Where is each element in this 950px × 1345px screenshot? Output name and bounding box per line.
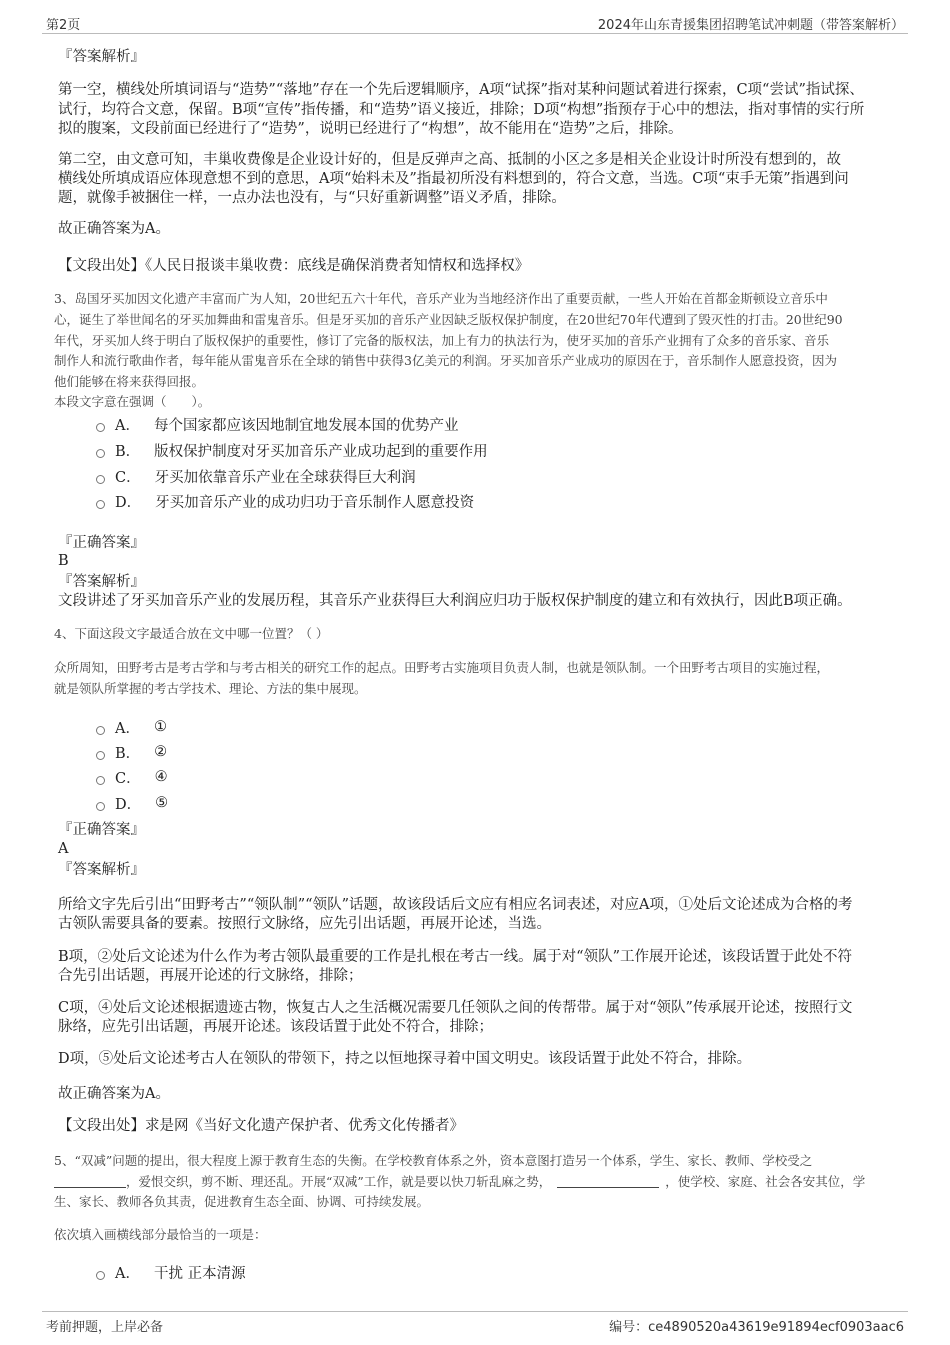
page-number: 第2页	[46, 18, 81, 33]
option-text: ①	[153, 719, 167, 735]
question-passage-line: 就是领队所掌握的考古学技术、理论、方法的集中展现。	[54, 681, 367, 696]
question-stem-line: 3、岛国牙买加因文化遗产丰富而广为人知，20世纪五六十年代，音乐产业为当地经济作出了重要贡献，一些人开始在首都金斯顿设立音乐中	[54, 291, 828, 306]
question-passage-line: 众所周知，田野考古是考古学和与考古相关的研究工作的起点。田野考古实施项目负责人制，也就是领队制。一个田野考古项目的实施过程，	[54, 660, 830, 675]
option-d[interactable]	[96, 490, 474, 512]
blank-underline	[54, 1173, 126, 1188]
analysis-text: 文段讲述了牙买加音乐产业的发展历程，其音乐产业获得巨大利润应归功于版权保护制度的建立和有效执行，因此B项正确。	[58, 593, 852, 609]
radio-icon[interactable]	[96, 802, 105, 811]
question-stem-line: 生、家长、教师各负其责，促进教育生态全面、协调、可持续发展。	[54, 1194, 430, 1209]
question-prompt: 依次填入画横线部分最恰当的一项是：	[54, 1227, 267, 1242]
analysis-label: 『答案解析』	[58, 574, 145, 590]
option-a[interactable]	[96, 1261, 246, 1283]
option-text: 版权保护制度对牙买加音乐产业成功起到的重要作用	[154, 443, 488, 460]
option-c[interactable]	[96, 465, 416, 487]
stem-text-segment: ，爱恨交织，剪不断、理还乱。开展“双减”工作，就是要以快刀斩乱麻之势，	[126, 1174, 552, 1189]
radio-icon[interactable]	[96, 423, 105, 432]
option-letter: D．	[115, 796, 142, 813]
question-stem-line: 5、“双减”问题的提出，很大程度上源于教育生态的失衡。在学校教育体系之外，资本意图打造另一个体系，学生、家长、教师、学校受之	[54, 1153, 813, 1168]
analysis-paragraph-line: C项，④处后文论述根据遗迹古物，恢复古人之生活概况需要几任领队之间的传帮带。属于对“领队”传承展开论述，按照行文	[58, 1000, 853, 1016]
option-letter: A．	[115, 720, 140, 737]
source-citation: 【文段出处】求是网《当好文化遗产保护者、优秀文化传播者》	[58, 1118, 464, 1134]
radio-icon[interactable]	[96, 751, 105, 760]
analysis-paragraph-line: 脉络，应先引出话题，再展开论述。该段话置于此处不符合，排除；	[58, 1019, 493, 1035]
option-letter: C．	[115, 469, 141, 486]
blank-underline	[557, 1173, 659, 1188]
analysis-paragraph-line: 拟的腹案，文段前面已经进行了“造势”，说明已经进行了“构想”，故不能用在“造势”之后，排除。	[58, 121, 683, 137]
analysis-paragraph-line: B项，②处后文论述为什么作为考古领队最重要的工作是扎根在考古一线。属于对“领队”工作展开论述，该段话置于此处不符	[58, 949, 852, 965]
question-stem: 4、下面这段文字最适合放在文中哪一位置？（ ）	[54, 626, 329, 641]
option-text: 牙买加音乐产业的成功归功于音乐制作人愿意投资	[155, 494, 475, 511]
correct-answer: B	[58, 553, 69, 569]
question-prompt: 本段文字意在强调（ ）。	[54, 394, 211, 409]
document-title: 2024年山东青援集团招聘笔试冲刺题（带答案解析）	[597, 18, 904, 33]
question-stem-line	[54, 1172, 894, 1193]
correct-answer-label: 『正确答案』	[58, 822, 145, 838]
footer-slogan: 考前押题，上岸必备	[46, 1320, 164, 1335]
footer-divider	[42, 1311, 908, 1312]
option-text: ⑤	[155, 795, 169, 811]
option-letter: A．	[115, 417, 140, 434]
question-stem-line: 他们能够在将来获得回报。	[54, 374, 205, 389]
radio-icon[interactable]	[96, 500, 105, 509]
analysis-paragraph-line: 试行，均符合文意，保留。B项“宣传”指传播，和“造势”语义接近，排除；D项“构想”指预存于心中的想法，指对事情的实行所	[58, 102, 865, 118]
analysis-paragraph-line: 合先引出话题，再展开论述的行文脉络，排除；	[58, 968, 363, 984]
radio-icon[interactable]	[96, 776, 105, 785]
analysis-paragraph-line: 所给文字先后引出“田野考古”“领队制”“领队”话题，故该段话后文应有相应名词表述，对应A项，①处后文论述成为合格的考	[58, 897, 853, 913]
conclusion: 故正确答案为A。	[58, 1086, 170, 1102]
source-citation: 【文段出处】《人民日报谈丰巢收费：底线是确保消费者知情权和选择权》	[58, 258, 530, 274]
option-a[interactable]	[96, 716, 167, 738]
option-letter: A．	[115, 1265, 140, 1282]
option-b[interactable]	[96, 439, 488, 461]
radio-icon[interactable]	[96, 475, 105, 484]
question-stem-line: 心，诞生了举世闻名的牙买加舞曲和雷鬼音乐。但是牙买加的音乐产业因缺乏版权保护制度，在20世纪70年代遭到了毁灭性的打击。20世纪90	[54, 312, 843, 327]
analysis-label: 『答案解析』	[58, 862, 145, 878]
option-text: 每个国家都应该因地制宜地发展本国的优势产业	[153, 417, 459, 434]
stem-text-segment: ，使学校、家庭、社会各安其位，学	[665, 1174, 866, 1189]
option-text: 牙买加依靠音乐产业在全球获得巨大利润	[154, 469, 416, 486]
option-letter: B．	[115, 443, 141, 460]
option-a[interactable]	[96, 413, 458, 435]
option-b[interactable]	[96, 741, 167, 763]
analysis-paragraph-line: 题，就像手被捆住一样，一点办法也没有，与“只好重新调整”语义矛盾，排除。	[58, 190, 566, 206]
option-text: ④	[154, 769, 168, 785]
option-text: ②	[154, 744, 168, 760]
option-c[interactable]	[96, 766, 168, 788]
correct-answer: A	[58, 841, 69, 857]
header-divider	[42, 33, 908, 34]
analysis-paragraph-line: 古领队需要具备的要素。按照行文脉络，应先引出话题，再展开论述，当选。	[58, 916, 551, 932]
analysis-paragraph-line: D项，⑤处后文论述考古人在领队的带领下，持之以恒地探寻着中国文明史。该段话置于此处不符合，排除。	[58, 1051, 752, 1067]
radio-icon[interactable]	[96, 449, 105, 458]
radio-icon[interactable]	[96, 1271, 105, 1280]
option-letter: B．	[115, 745, 141, 762]
analysis-paragraph-line: 第一空，横线处所填词语与“造势”“落地”存在一个先后逻辑顺序，A项“试探”指对某种问题试着进行探索，C项“尝试”指试探、	[58, 82, 864, 98]
question-stem-line: 年代，牙买加人终于明白了版权保护的重要性，修订了完备的版权法，加上有力的执法行为，使牙买加的音乐产业拥有了众多的音乐家、音乐	[54, 333, 830, 348]
analysis-label: 『答案解析』	[58, 49, 145, 65]
question-stem-line: 制作人和流行歌曲作者，每年能从雷鬼音乐在全球的销售中获得3亿美元的利润。牙买加音乐产业成功的原因在于，音乐制作人愿意投资，因为	[54, 353, 837, 368]
analysis-paragraph-line: 第二空，由文意可知，丰巢收费像是企业设计好的，但是反弹声之高、抵制的小区之多是相关企业设计时所没有想到的，故	[58, 152, 841, 168]
option-letter: C．	[115, 770, 141, 787]
analysis-paragraph-line: 横线处所填成语应体现意想不到的意思，A项“始料未及”指最初所没有料想到的，符合文意，当选。C项“束手无策”指遇到问	[58, 171, 849, 187]
option-letter: D．	[115, 494, 142, 511]
radio-icon[interactable]	[96, 726, 105, 735]
document-id: 编号：ce4890520a43619e91894ecf0903aac6	[609, 1320, 904, 1335]
correct-answer-label: 『正确答案』	[58, 535, 145, 551]
conclusion: 故正确答案为A。	[58, 221, 170, 237]
option-text: 干扰 正本清源	[153, 1265, 246, 1282]
option-d[interactable]	[96, 792, 168, 814]
